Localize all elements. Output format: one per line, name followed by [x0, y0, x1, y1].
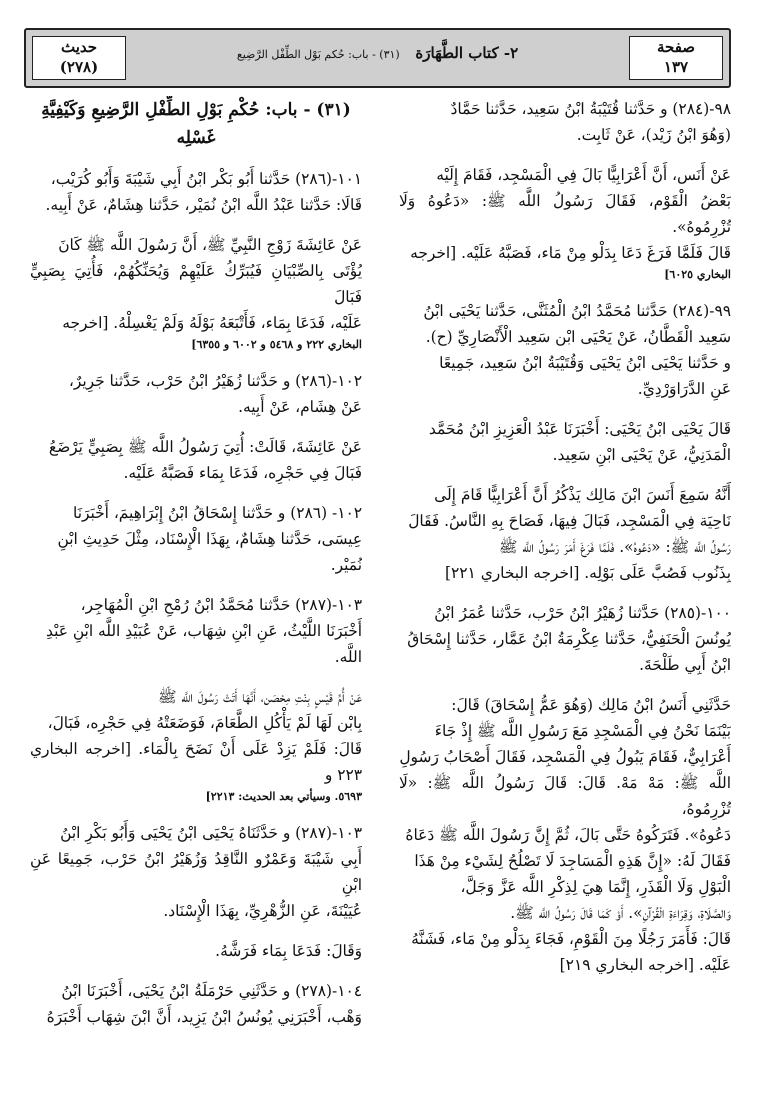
running-title: [136, 44, 619, 62]
hadith-text-line: قَالَا: حَدَّثنا عَبْدُ اللَّه ابْنُ نُمَيْر، حَدَّثنا هِشَامٌ، عَنْ أَبِيه.: [45, 196, 362, 214]
hadith-text-line: وَقَالَ: فَدَعَا بِمَاء فَرَشَّهُ.: [215, 942, 362, 960]
hadith-text-line: قَالَ يَحْيَى ابْنُ يَحْيَى: أَخْبَرَنَا عَبْدُ الْعَزِيزِ ابْنُ مُحَمَّد: [428, 420, 731, 438]
hadith-text-line: أَعْرَابِيٌّ، فَقَامَ يَبُولُ فِي الْمَسْجِد، فَقَالَ أَصْحَابُ رَسُولِ: [399, 748, 731, 766]
chapter-heading: (٣١) - باب: حُكْمِ بَوْلِ الطِّفْلِ الرَّضِيعِ وَكَيْفِيَّةِ غَسْلِه: [41, 100, 351, 148]
hadith-text-line: اللَّه ﷺ: مَهْ مَهْ. قَالَ: قَالَ رَسُولُ اللَّه ﷺ: «لَا تُزْرِمُوهُ،: [399, 774, 731, 818]
hadith-number-box: [32, 36, 126, 80]
hadith-text-line: بَعْضُ الْقَوْم، فَقَالَ رَسُولُ اللَّه ﷺ: «دَعُوهُ وَلَا تُزْرِمُوهُ».: [399, 192, 731, 236]
hadith-text-line: بِابْن لَهَا لَمْ يَأْكُلِ الطَّعَامَ، فَوَضَعَتْهُ فِي حَجْرِه، فَبَالَ،: [47, 714, 362, 732]
hadith-block: [30, 500, 362, 578]
hadith-text-line: ابْنُ أَبِي طَلْحَةَ.: [639, 656, 731, 674]
hadith-reference: ٥٦٩٣. وسيأتي بعد الحديث: ٢٢١٣]: [205, 790, 362, 803]
hadith-text-line: ٩٩-(٢٨٤) حَدَّثنا مُحَمَّدُ ابْنُ الْمُثَنَّى، حَدَّثنا يَحْيَى ابْنُ: [423, 302, 731, 320]
hadith-text-line: عَنْ أَنَس، أَنَّ أَعْرَابِيًّا بَالَ فِي الْمَسْجِد، فَقَامَ إِلَيْه: [436, 166, 731, 184]
hadith-text-line: عِيسَى، حَدَّثنا هِشَامٌ، بِهَذَا الْإِسْنَاد، مِثْلَ حَدِيثِ ابْنِ: [57, 530, 362, 548]
hadith-block: [399, 298, 731, 402]
hadith-text-line: وَهْب، أَخْبَرَنِي يُونُسُ ابْنُ يَزِيد، أَنَّ ابْنَ شِهَاب أَخْبَرَهُ: [46, 1008, 362, 1026]
hadith-text-line: سَعِيد الْقَطَّانُ، عَنْ يَحْيَى ابْن سَعِيد الْأَنْصَارِيِّ (ح).: [425, 328, 731, 346]
hadith-text-line: ١٠٣-(٢٨٧) و حَدَّثَنَاهُ يَحْيَى ابْنُ يَحْيَى وَأَبُو بَكْرِ ابْنُ: [60, 824, 362, 842]
hadith-text-line: ٩٨-(٢٨٤) و حَدَّثنا قُتَيْبَةُ ابْنُ سَعِيد، حَدَّثنا حَمَّادٌ: [450, 100, 731, 118]
hadith-reference: البخاري ٢٢٢ و ٥٤٦٨ و ٦٠٠٢ و ٦٣٥٥]: [191, 338, 362, 351]
hadith-text-line: أَخْبَرَنَا اللَّيْثُ، عَنِ ابْنِ شِهَاب، عَنْ عُبَيْدِ اللَّه ابْنِ عَبْدِ: [46, 622, 362, 640]
hadith-block: [399, 416, 731, 468]
hadith-block: [30, 166, 362, 218]
hadith-block: [399, 96, 731, 148]
hadith-text-line: ١٠٠-(٢٨٥) حَدَّثنا زُهَيْرُ ابْنُ حَرْب، حَدَّثنا عُمَرُ ابْنُ: [434, 604, 731, 622]
hadith-block: [399, 482, 731, 586]
hadith-text-line: عَنْ هِشَام، عَنْ أَبِيه.: [238, 398, 362, 416]
hadith-text-line: و حَدَّثنا يَحْيَى ابْنُ يَحْيَى وَقُتَيْبَةُ ابْنُ سَعِيد، جَمِيعًا: [439, 354, 731, 372]
hadith-text-line: ١٠٢- (٢٨٦) و حَدَّثنا إِسْحَاقُ ابْنُ إِبْرَاهِيمَ، أَخْبَرَنَا: [73, 504, 362, 522]
hadith-text-line: اللَّه.: [334, 648, 362, 666]
hadith-block: [30, 368, 362, 420]
hadith-text-line: أَنَّهُ سَمِعَ أَنَسَ ابْنَ مَالِك يَذْكُرُ أَنَّ أَعْرَابِيًّا قَامَ إِلَى: [434, 486, 731, 504]
hadith-text-line: قَالَ: فَلَمْ يَزِدْ عَلَى أَنْ نَضَحَ بِالْمَاء. [اخرجه البخاري ٢٢٣ و: [30, 740, 362, 784]
hadith-text-line: يُؤْتَى بِالصِّبْيَانِ فَيُبَرِّكُ عَلَيْهِمْ وَيُحَنِّكُهُمْ، فَأُتِيَ بِصَبِيٍّ فَبَالَ: [30, 262, 362, 306]
hadith-reference: البخاري ٦٠٢٥]: [664, 268, 731, 281]
hadith-block: [399, 600, 731, 678]
hadith-text-line: (وَهُوَ ابْنُ زَيْد)، عَنْ ثَابِت.: [576, 126, 731, 144]
hadith-text-line: ١٠٢-(٢٨٦) و حَدَّثنا زُهَيْرُ ابْنُ حَرْب، حَدَّثنا جَرِيرٌ،: [68, 372, 362, 390]
hadith-text-line: عَنِ الدَّرَاوَرْدِيِّ.: [637, 380, 731, 398]
hadith-text-line: أَبِي شَيْبَةَ وَعَمْرٌو النَّاقِدُ وَزُهَيْرُ ابْنُ حَرْب، جَمِيعًا عَنِ ابْنِ: [30, 850, 362, 894]
hadith-text-line: بَيْنَمَا نَحْنُ فِي الْمَسْجِدِ مَعَ رَسُولِ اللَّه ﷺ إِذْ جَاءَ: [434, 722, 731, 740]
hadith-block: [30, 938, 362, 964]
hadith-text-line: ١٠١-(٢٨٦) حَدَّثنا أَبُو بَكْر ابْنُ أَبِي شَيْبَةَ وَأَبُو كُرَيْب،: [50, 170, 362, 188]
hadith-label: حديث: [60, 38, 98, 56]
page-number: ١٣٧: [663, 58, 689, 76]
chapter-subtitle: (٣١) - باب: حُكم بَوْل الطِّفْل الرَّضِيع: [236, 48, 400, 61]
hadith-block: [30, 232, 362, 354]
hadith-text-line: ١٠٣-(٢٨٧) حَدَّثنا مُحَمَّدُ ابْنُ رُمْحِ ابْنِ الْمُهَاجِر،: [80, 596, 362, 614]
hadith-text-line: الْبَوْلِ وَلَا الْقَذَرِ، إِنَّمَا هِيَ لِذِكْرِ اللَّه عَزَّ وَجَلَّ،: [460, 878, 731, 896]
hadith-text-line: عَنْ عَائِشَةَ، قَالَتْ: أُتِيَ رَسُولُ اللَّه ﷺ بِصَبِيٍّ يَرْضَعُ: [48, 438, 362, 456]
left-column: [30, 96, 362, 1096]
hadith-text-line: قَالَ فَلَمَّا فَرَغَ دَعَا بِدَلْو مِنْ مَاء، فَصَبَّهُ عَلَيْه. [اخرجه: [410, 244, 731, 262]
hadith-text-line: عَلَيْه. [اخرجه البخاري ٢١٩]: [559, 956, 731, 974]
hadith-text-line: دَعُوهُ». فَتَرَكُوهُ حَتَّى بَالَ، ثُمَّ إِنَّ رَسُولَ اللَّه ﷺ دَعَاهُ: [405, 826, 731, 844]
hadith-block: [30, 978, 362, 1030]
hadith-text-line: قَالَ: فَأَمَرَ رَجُلًا مِنَ الْقَوْمِ، فَجَاءَ بِدَلْو مِنْ مَاء، فَشَنَّهُ: [411, 930, 731, 948]
hadith-block: [30, 820, 362, 924]
hadith-text-line: فَبَالَ فِي حَجْرِه، فَدَعَا بِمَاء فَصَبَّهُ عَلَيْه.: [123, 464, 362, 482]
hadith-block: [30, 684, 362, 806]
right-column: [399, 96, 731, 1096]
hadith-block: [399, 692, 731, 978]
hadith-text-line: عَنْ عَائِشَةَ زَوْجِ النَّبِيِّ ﷺ، أَنَّ رَسُولَ اللَّه ﷺ كَانَ: [58, 236, 362, 254]
hadith-text-line: حَدَّثَنِي أَنَسُ ابْنُ مَالِك (وَهُوَ عَمُّ إِسْحَاقَ) قَالَ:: [451, 696, 731, 714]
hadith-number: (٢٧٨): [59, 58, 99, 76]
hadith-text-line: بِذَنُوب فَصُبَّ عَلَى بَوْلِه. [اخرجه البخاري ٢٢١]: [444, 564, 731, 582]
hadith-text-line: عَنْ أُمِّ قَيْسٍ بِنْتِ مِحْصَن، أَنَّهَا أَتَتْ رَسُولَ اللَّه ﷺ: [157, 688, 362, 706]
page-label: صفحة: [656, 38, 696, 56]
page-number-box: [629, 36, 723, 80]
hadith-block: [30, 434, 362, 486]
hadith-text-line: رَسُولُ اللَّه ﷺ: «دَعُوهُ». فَلَمَّا فَرَغَ أَمَرَ رَسُولُ اللَّه ﷺ: [498, 538, 731, 556]
hadith-text-line: وَالصَّلَاةِ، وَقِرَاءَةِ الْقُرْآنِ». أَوْ كَمَا قَالَ رَسُولُ اللَّه ﷺ.: [510, 904, 731, 922]
hadith-text-line: نُمَيْر.: [330, 556, 362, 574]
hadith-text-line: فَقَالَ لَهُ: «إِنَّ هَذِهِ الْمَسَاجِدَ لَا تَصْلُحُ لِشَيْء مِنْ هَذَا: [414, 852, 731, 870]
hadith-text-line: عُيَيْنَةَ، عَنِ الزُّهْرِيِّ، بِهَذَا الْإِسْنَاد.: [163, 902, 362, 920]
hadith-block: [30, 592, 362, 670]
hadith-block: [399, 162, 731, 284]
book-title: ٢- كتاب الطَّهَارَة: [415, 44, 519, 62]
hadith-text-line: يُونُسَ الْحَنَفِيُّ، حَدَّثنا عِكْرِمَةُ ابْنُ عَمَّار، حَدَّثنا إِسْحَاقُ: [407, 630, 731, 648]
hadith-text-line: ١٠٤-(٢٧٨) و حَدَّثَنِي حَرْمَلَةُ ابْنُ يَحْيَى، أَخْبَرَنَا ابْنُ: [61, 982, 362, 1000]
hadith-text-line: الْمَدَنِيُّ، عَنْ يَحْيَى ابْنِ سَعِيد.: [552, 446, 731, 464]
hadith-text-line: نَاحِيَة فِي الْمَسْجِد، فَبَالَ فِيهَا، فَصَاحَ بِهِ النَّاسُ. فَقَالَ: [408, 512, 731, 530]
page-header: [24, 28, 731, 88]
hadith-text-line: عَلَيْه، فَدَعَا بِمَاء، فَأَتْبَعَهُ بَوْلَهُ وَلَمْ يَغْسِلْهُ. [اخرجه: [62, 314, 362, 332]
